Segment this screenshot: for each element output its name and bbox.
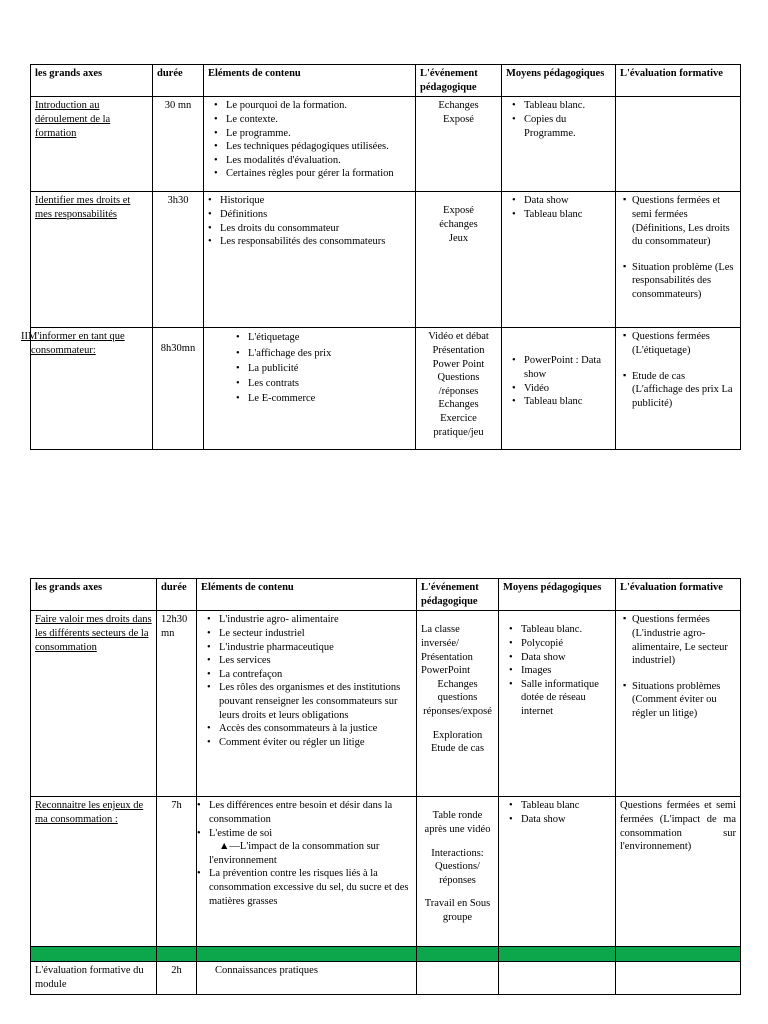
header-evenement: L'événement pédagogique — [416, 65, 502, 97]
arrow-item-text: L'impact de la consommation sur l'environnement — [209, 841, 380, 866]
evaluation-cell — [616, 97, 741, 192]
elements-cell — [197, 797, 417, 947]
header-elements: Eléments de contenu — [197, 579, 417, 611]
axe-cell: Identifier mes droits et mes responsabilités — [31, 192, 153, 328]
evenement-item: Exploration Etude de cas — [430, 729, 485, 755]
header-moyens: Moyens pédagogiques — [499, 579, 616, 611]
header-evaluation: L'évaluation formative — [616, 579, 741, 611]
list-item: • Data show — [524, 194, 611, 208]
duree-value: 8h30mn — [160, 343, 196, 355]
list-item: • Tableau blanc. — [521, 623, 611, 637]
header-duree: durée — [157, 579, 197, 611]
evenement-item: échanges — [439, 218, 478, 230]
elements-cell — [204, 97, 416, 192]
list-item: • L'industrie agro- alimentaire — [219, 613, 412, 627]
evaluation-cell — [616, 611, 741, 797]
list-item: • Le secteur industriel — [219, 627, 412, 641]
list-item: • Vidéo — [524, 382, 611, 396]
list-item: • L'étiquetage — [248, 330, 411, 345]
list-item: • Le contexte. — [226, 113, 411, 127]
list-item: • Les contrats — [248, 376, 411, 391]
evenement-item: La classe inversée/ Présentation PowerPoint — [421, 624, 473, 677]
evenement-item: Interactions: Questions/ réponses — [431, 847, 484, 886]
evenement-item: Echanges — [438, 100, 479, 112]
list-item: • Images — [521, 664, 611, 678]
list-item: • Les différences entre besoin et désir dans la consommation — [209, 799, 412, 826]
list-item: ▪ Questions fermées (L'étiquetage) — [632, 330, 736, 357]
table-row — [31, 328, 741, 450]
duree-cell: 30 mn — [153, 97, 204, 192]
list-item: • La contrefaçon — [219, 668, 412, 682]
evenement-cell — [416, 192, 502, 328]
list-item: • Certaines règles pour gérer la formation — [226, 167, 411, 181]
evenement-cell — [417, 962, 499, 994]
header-axes: les grands axes — [31, 65, 153, 97]
table-row — [31, 962, 741, 994]
list-item: • Les modalités d'évaluation. — [226, 154, 411, 168]
evenement-cell — [416, 97, 502, 192]
axe-label: M'informer en tant que consommateur: — [28, 331, 125, 356]
evenement-item: Exposé — [443, 205, 474, 217]
axe-cell: Introduction au déroulement de la formation — [31, 97, 153, 192]
table-header-row — [31, 579, 741, 611]
evaluation-cell — [616, 328, 741, 450]
elements-cell — [197, 611, 417, 797]
list-item: • L'affichage des prix — [248, 346, 411, 361]
evenement-item: Vidéo et débat — [428, 331, 489, 343]
evenement-item: Echanges — [438, 399, 479, 411]
list-item: • Les droits du consommateur — [220, 222, 411, 236]
formation-table-2 — [30, 578, 741, 995]
axe-cell: L'évaluation formative du module — [31, 962, 157, 994]
table-row — [31, 192, 741, 328]
duree-cell: 2h — [157, 962, 197, 994]
evenement-cell — [416, 328, 502, 450]
list-item: • Définitions — [220, 208, 411, 222]
list-item: • Tableau blanc — [524, 395, 611, 409]
header-evenement: L'événement pédagogique — [417, 579, 499, 611]
evaluation-cell — [616, 192, 741, 328]
list-item: ▪ Questions fermées et semi fermées (Définitions, Les droits du consommateur) — [632, 194, 736, 249]
evenement-item: Questions /réponses — [437, 372, 480, 397]
moyens-cell — [502, 328, 616, 450]
elements-cell — [204, 328, 416, 450]
header-elements: Eléments de contenu — [204, 65, 416, 97]
moyens-cell — [499, 797, 616, 947]
list-item: • Accès des consommateurs à la justice — [219, 722, 412, 736]
list-item: • La prévention contre les risques liés à la consommation excessive du sel, du sucre et des matières grasses — [209, 867, 412, 908]
list-item: • Tableau blanc — [521, 799, 611, 813]
duree-cell: 12h30 mn — [157, 611, 197, 797]
axe-cell — [21, 328, 153, 450]
list-item: • Les techniques pédagogiques utilisées. — [226, 140, 411, 154]
list-item: • Polycopié — [521, 637, 611, 651]
moyens-cell — [499, 962, 616, 994]
moyens-cell — [499, 611, 616, 797]
duree-cell: 3h30 — [153, 192, 204, 328]
list-item: • Data show — [521, 813, 611, 827]
header-duree: durée — [153, 65, 204, 97]
list-item: • La publicité — [248, 361, 411, 376]
elements-cell — [204, 192, 416, 328]
evenement-item: Jeux — [448, 232, 469, 244]
arrow-item — [201, 840, 412, 867]
list-item: • Comment éviter ou régler un litige — [219, 736, 412, 750]
list-item: • Le pourquoi de la formation. — [226, 99, 411, 113]
elements-cell: Connaissances pratiques — [197, 962, 417, 994]
list-item: • Le E-commerce — [248, 391, 411, 406]
list-item: • L'industrie pharmaceutique — [219, 641, 412, 655]
evenement-item: Présentation Power Point — [432, 344, 485, 370]
list-item: • L'estime de soi — [209, 827, 412, 841]
list-item: • Data show — [521, 651, 611, 665]
list-item: • Le programme. — [226, 127, 411, 141]
header-moyens: Moyens pédagogiques — [502, 65, 616, 97]
evenement-item: Table ronde après une vidéo — [424, 810, 491, 835]
axe-prefix: II — [21, 331, 28, 343]
table-row — [31, 611, 741, 797]
list-item: • Les responsabilités des consommateurs — [220, 235, 411, 249]
table-header-row — [31, 65, 741, 97]
arrow-icon: ▲— — [219, 841, 240, 853]
table-row — [31, 797, 741, 947]
list-item: • Salle informatique dotée de réseau internet — [521, 678, 611, 719]
axe-cell: Faire valoir mes droits dans les différents secteurs de la consommation — [31, 611, 157, 797]
list-item: • PowerPoint : Data show — [524, 354, 611, 381]
evaluation-cell — [616, 962, 741, 994]
list-item: • Historique — [220, 194, 411, 208]
list-item: • Tableau blanc — [524, 208, 611, 222]
formation-table-1 — [21, 64, 741, 450]
axe-cell: Reconnaitre les enjeux de ma consommation : — [31, 797, 157, 947]
moyens-cell — [502, 192, 616, 328]
table-row — [31, 97, 741, 192]
separator-row — [31, 947, 741, 962]
list-item: • Tableau blanc. — [524, 99, 611, 113]
list-item: • Les rôles des organismes et des institutions pouvant renseigner les consommateurs sur leurs droits et leurs obligations — [219, 681, 412, 722]
header-evaluation: L'évaluation formative — [616, 65, 741, 97]
list-item: ▪ Questions fermées (L'industrie agro-alimentaire, Le secteur industriel) — [632, 613, 736, 668]
header-axes: les grands axes — [31, 579, 157, 611]
list-item: • Copies du Programme. — [524, 113, 611, 140]
evenement-item: Exposé — [443, 113, 474, 125]
evenement-cell — [417, 611, 499, 797]
evaluation-cell: Questions fermées et semi fermées (L'impact de ma consommation sur l'environnement) — [616, 797, 741, 947]
list-item: ▪ Situation problème (Les responsabilités des consommateurs) — [632, 261, 736, 302]
evenement-item: Exercice pratique/jeu — [433, 413, 484, 438]
evenement-item: Echanges questions réponses/exposé — [423, 678, 492, 718]
duree-cell: 7h — [157, 797, 197, 947]
evenement-item: Travail en Sous groupe — [424, 898, 491, 924]
duree-cell — [153, 328, 204, 450]
list-item: ▪ Etude de cas (L'affichage des prix La publicité) — [632, 370, 736, 411]
list-item: • Les services — [219, 654, 412, 668]
moyens-cell — [502, 97, 616, 192]
list-item: ▪ Situations problèmes (Comment éviter ou régler un litige) — [632, 680, 736, 721]
evenement-cell — [417, 797, 499, 947]
